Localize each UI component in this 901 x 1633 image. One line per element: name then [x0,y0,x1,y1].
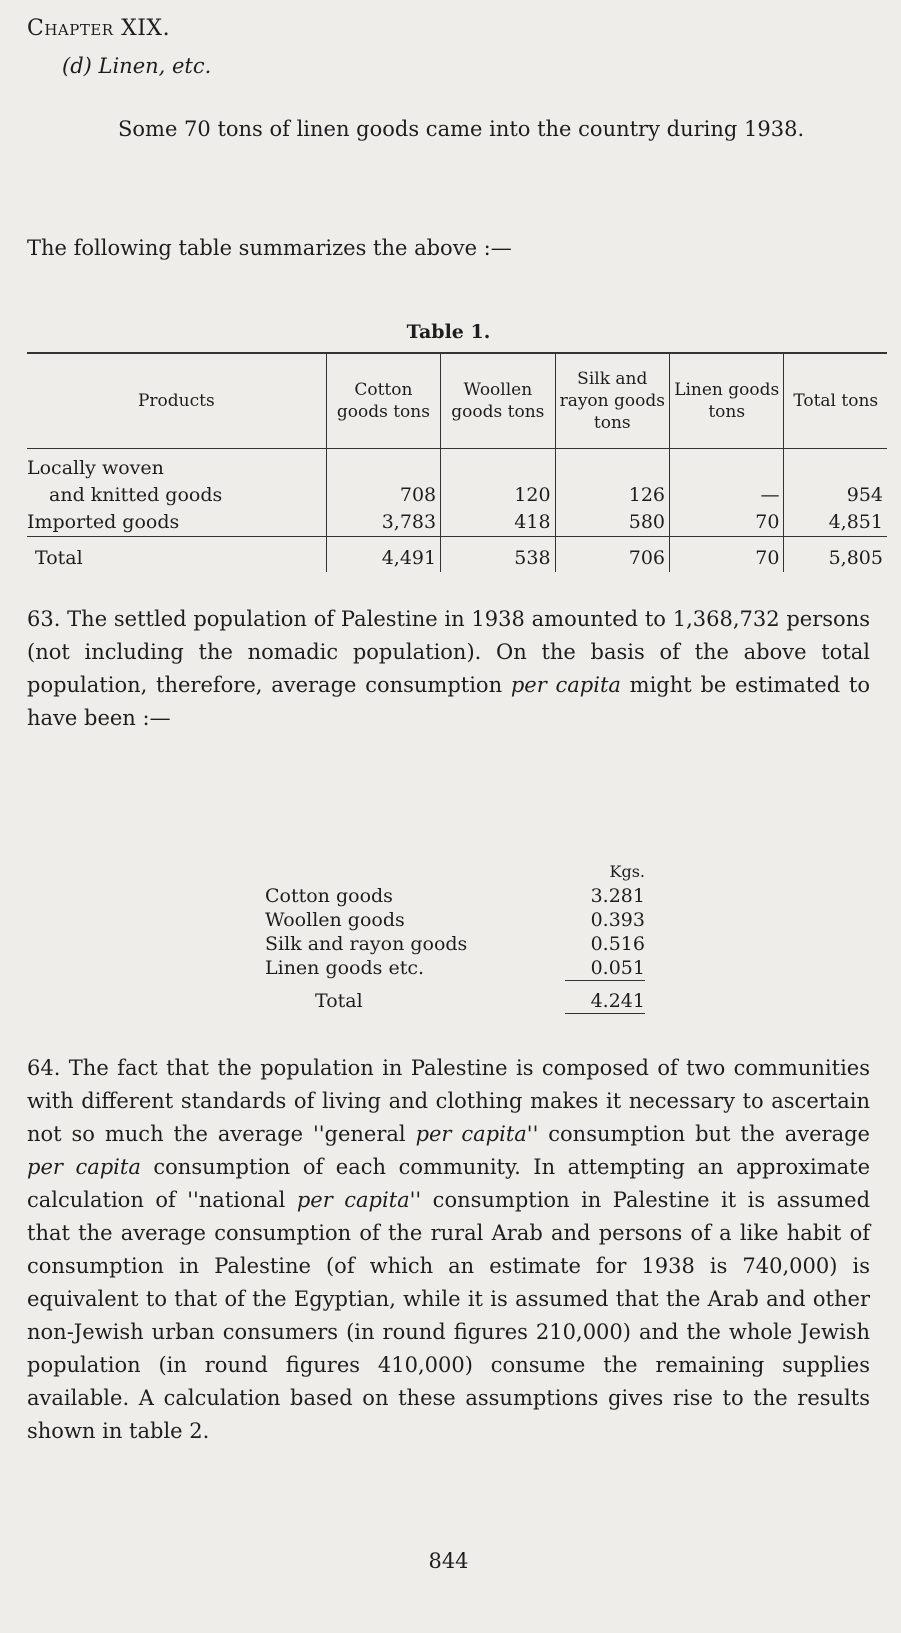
section-heading [62,50,901,83]
table-intro: The following table summarizes the above :— [27,236,512,260]
table-row [27,448,887,509]
cell: 4,851 [784,509,887,537]
chapter-heading: Chapter XIX. [27,16,171,41]
cell: 120 [441,448,555,509]
text: 64. The fact that the population in Palestine is composed of two communities with different standards of living and clothing makes it necessary to ascertain not so much the average ''general [27,1056,870,1146]
list-total [265,989,645,1014]
cell: 706 [555,536,669,572]
text: 63. The settled population of Palestine in 1938 amounted to 1,368,732 persons (not including the nomadic population). On the basis of the above total population, therefore, average consumption [27,607,870,697]
cell: 4,491 [326,536,440,572]
cell: 70 [670,536,784,572]
text: '' consumption but the average [526,1122,870,1146]
col-header: Woollen goods tons [441,353,555,448]
table-1 [27,352,887,572]
table-title: Table 1. [406,321,491,343]
item-label: Cotton goods [265,885,393,907]
italic-text: per capita [415,1122,527,1146]
paragraph-64 [27,1052,870,1448]
row-label-line: and knitted goods [49,483,223,506]
col-header: Silk and rayon goods tons [555,353,669,448]
item-value: 0.516 [590,933,645,955]
item-label: Linen goods etc. [265,957,425,979]
cell: — [670,448,784,509]
total-value: 4.241 [565,989,645,1014]
cell: 580 [555,509,669,537]
row-label-line: Locally woven [27,456,164,479]
list-item [265,908,645,932]
item-value: 0.393 [590,909,645,931]
intro-paragraph: Some 70 tons of linen goods came into the country during 1938. [118,117,805,141]
text: consumption of each community. In attempting an approximate calculation of ''national [27,1155,871,1212]
item-label: Silk and rayon goods [265,933,468,955]
paragraph-63 [27,603,870,735]
row-label [27,448,326,509]
text: '' consumption in Palestine it is assumed that the average consumption of the rural Arab and persons of a like habit of consumption in Palestine (of which an estimate for 1938 is 740,000) is equivalent to that of the Egyptian, while it is assumed that the Arab and other non-Jewish urban consumers (in round figures 210,000) and the whole Jewish population (in round figures 410,000) consume the remaining supplies available. A calculation based on these assumptions gives rise to the results shown in table 2. [27,1188,871,1443]
col-header: Total tons [784,353,887,448]
cell: 708 [326,448,440,509]
item-value: 3.281 [590,885,645,907]
total-label: Total [315,990,363,1012]
list-item [265,956,645,981]
list-item [265,884,645,908]
table-row [27,509,887,537]
item-value: 0.051 [565,956,645,981]
row-label: Imported goods [27,510,180,533]
section-title: (d) Linen, etc. [62,54,212,78]
col-header: Products [137,390,215,411]
cell: 5,805 [784,536,887,572]
unit-label: Kgs. [609,862,645,881]
cell: 954 [784,448,887,509]
italic-text: per capita [27,1155,141,1179]
italic-text: per capita [296,1188,410,1212]
text: might be estimated to have been :— [27,673,871,730]
row-label: Total [35,547,83,569]
table-header-row [27,353,887,448]
cell: 418 [441,509,555,537]
cell: 126 [555,448,669,509]
cell: 3,783 [326,509,440,537]
col-header: Cotton goods tons [326,353,440,448]
cell: 538 [441,536,555,572]
list-item [265,932,645,956]
item-label: Woollen goods [265,909,405,931]
per-capita-list [265,860,645,1014]
page-number: 844 [428,1549,469,1573]
col-header: Linen goods tons [670,353,784,448]
table-total-row [27,536,887,572]
cell: 70 [670,509,784,537]
italic-text: per capita [510,673,621,697]
